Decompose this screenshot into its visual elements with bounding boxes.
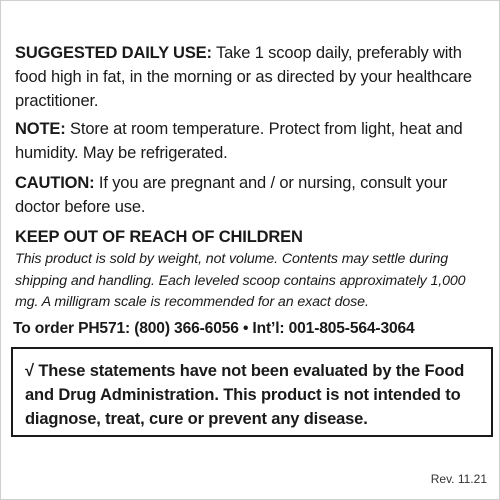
revision-number: Rev. 11.21: [430, 472, 487, 486]
keep-out-of-reach-warning: KEEP OUT OF REACH OF CHILDREN: [15, 228, 303, 246]
note-text: Store at room temperature. Protect from light, heat and humidity. May be refrigerated.: [15, 120, 463, 162]
weight-disclaimer: This product is sold by weight, not volume. Contents may settle during shipping and handling. Each leveled scoop contains approximately 1,000 mg. A milligram scale is recommended for an exact dose.: [15, 251, 466, 310]
fda-disclaimer-text-block: [25, 359, 479, 431]
suggested-use-section: [15, 41, 485, 113]
caution-heading: CAUTION:: [15, 174, 95, 192]
fda-disclaimer-text: These statements have not been evaluated by the Food and Drug Administration. This product is not intended to diagnose, treat, cure or prevent any disease.: [25, 362, 465, 428]
order-phone-line: To order PH571: (800) 366-6056 • Int’l: 001-805-564-3064: [13, 320, 415, 337]
suggested-use-text: Take 1 scoop daily, preferably with food high in fat, in the morning or as directed by your healthcare practitioner.: [15, 44, 472, 110]
note-section: [15, 117, 485, 165]
caution-text: If you are pregnant and / or nursing, consult your doctor before use.: [15, 174, 448, 216]
check-mark-icon: √: [25, 362, 34, 380]
caution-section: [15, 171, 485, 219]
fda-disclaimer-box: [11, 347, 493, 437]
note-heading: NOTE:: [15, 120, 66, 138]
suggested-use-heading: SUGGESTED DAILY USE:: [15, 44, 212, 62]
